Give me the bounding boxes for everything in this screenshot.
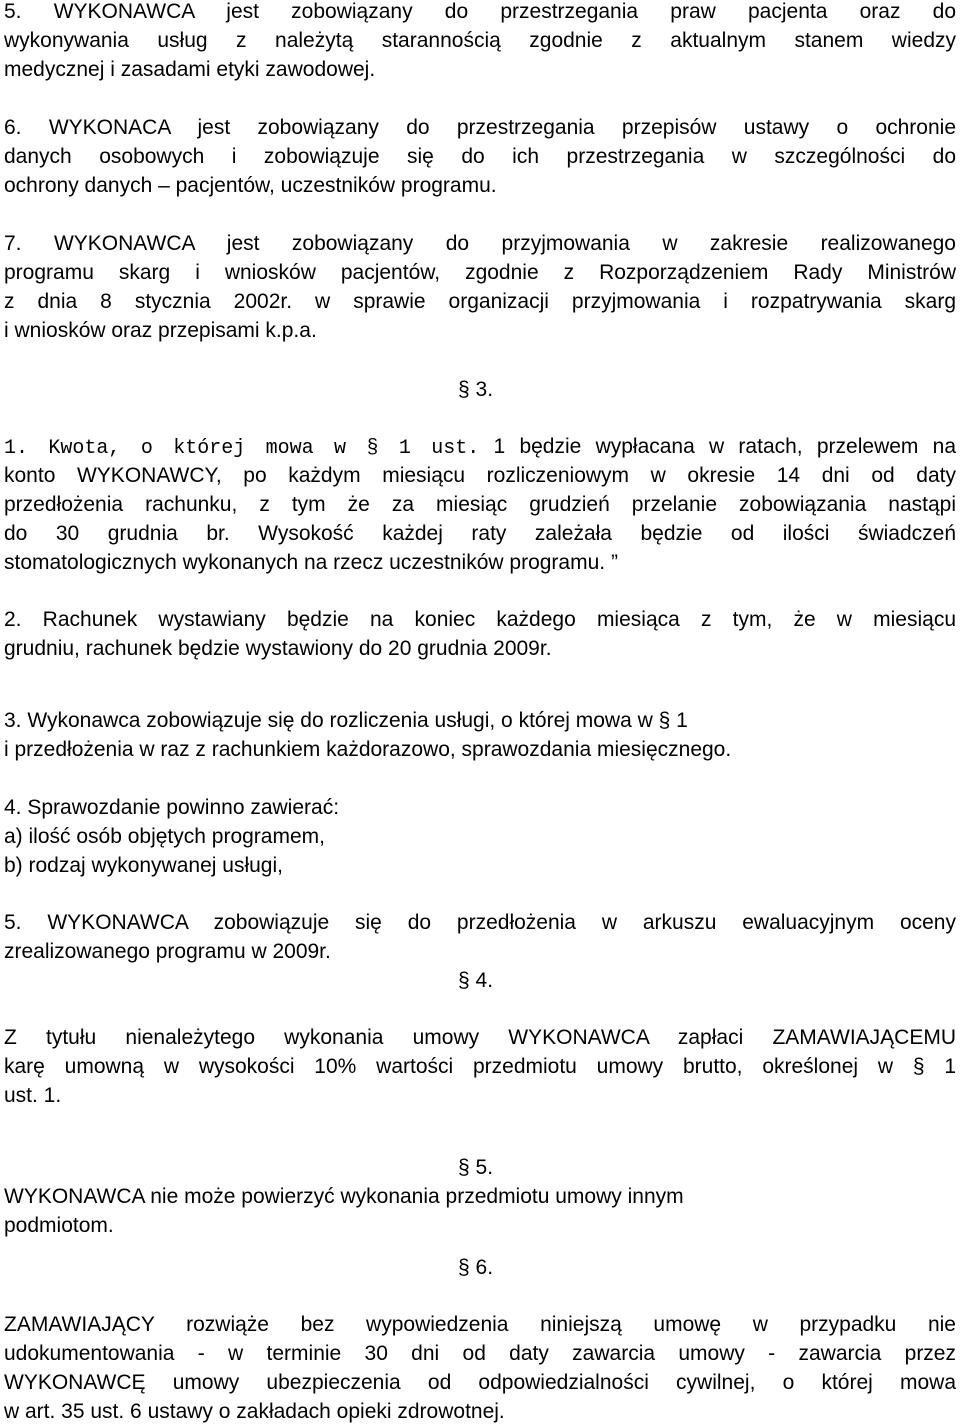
paragraph-6-line: 6. WYKONACA jest zobowiązany do przestrzegania przepisów ustawy o ochronie [4,116,956,139]
section-3-item-3-line: 3. Wykonawca zobowiązuje się do rozliczenia usługi, o której mowa w § 1 [4,709,688,732]
section-4-line: Z tytułu nienależytego wykonania umowy WYKONAWCA zapłaci ZAMAWIAJĄCEMU [4,1026,956,1049]
section-3-item-4-line: b) rodzaj wykonywanej usługi, [4,854,283,877]
paragraph-5-line: medycznej i zasadami etyki zawodowej. [4,58,376,81]
section-3-item-1-line: do 30 grudnia br. Wysokość każdej raty zależała będzie od ilości świadczeń [4,522,956,545]
paragraph-7-line: programu skarg i wniosków pacjentów, zgodnie z Rozporządzeniem Rady Ministrów [4,261,956,284]
paragraph-7-line: 7. WYKONAWCA jest zobowiązany do przyjmowania w zakresie realizowanego [4,232,956,255]
section-3-item-1-first-line [4,433,956,461]
section-3-item-3-line: i przedłożenia w raz z rachunkiem każdorazowo, sprawozdania miesięcznego. [4,738,732,761]
section-6-line: udokumentowania - w terminie 30 dni od daty zawarcia umowy - zawarcia przez [4,1342,956,1365]
section-3-heading: § 3. [458,378,494,401]
section-3-item-4-line: 4. Sprawozdanie powinno zawierać: [4,796,340,819]
section-3-item-1-line: konto WYKONAWCY, po każdym miesiącu rozliczeniowym w okresie 14 dni od daty [4,464,956,487]
section-3-item-5-line: zrealizowanego programu w 2009r. [4,940,331,963]
section-6-line: WYKONAWCĘ umowy ubezpieczenia od odpowiedzialności cywilnej, o której mowa [4,1371,956,1394]
section-6-heading: § 6. [458,1256,494,1279]
section-5-heading: § 5. [458,1156,494,1179]
section-3-item-1-line: stomatologicznych wykonanych na rzecz uczestników programu. ” [4,551,618,574]
section-3-item-4-line: a) ilość osób objętych programem, [4,825,325,848]
section-3-item-2-line: grudniu, rachunek będzie wystawiony do 20 grudnia 2009r. [4,637,552,660]
section-3-item-5-line: 5. WYKONAWCA zobowiązuje się do przedłożenia w arkuszu ewaluacyjnym oceny [4,911,956,934]
paragraph-5-line: 5. WYKONAWCA jest zobowiązany do przestrzegania praw pacjenta oraz do [4,0,956,23]
section-6-line: ZAMAWIAJĄCY rozwiąże bez wypowiedzenia niniejszą umowę w przypadku nie [4,1313,956,1336]
paragraph-7-line: i wniosków oraz przepisami k.p.a. [4,319,317,342]
section-3-item-1-line: przedłożenia rachunku, z tym że za miesiąc grudzień przelanie zobowiązania nastąpi [4,493,956,516]
paragraph-6-line: danych osobowych i zobowiązuje się do ich przestrzegania w szczególności do [4,145,956,168]
item-1-rest: 1 będzie wypłacana w ratach, przelewem na [479,435,956,458]
section-5-line: WYKONAWCA nie może powierzyć wykonania przedmiotu umowy innym [4,1185,684,1208]
section-6-line: w art. 35 ust. 6 ustawy o zakładach opieki zdrowotnej. [4,1400,505,1423]
section-4-line: karę umowną w wysokości 10% wartości przedmiotu umowy brutto, określonej w § 1 [4,1055,956,1078]
section-5-line: podmiotom. [4,1214,114,1237]
paragraph-5-line: wykonywania usług z należytą starannością zgodnie z aktualnym stanem wiedzy [4,29,956,52]
paragraph-6-line: ochrony danych – pacjentów, uczestników programu. [4,174,497,197]
section-4-line: ust. 1. [4,1084,62,1107]
item-1-prefix: 1. Kwota, o której mowa w § 1 ust. [4,437,480,460]
section-4-heading: § 4. [458,969,494,992]
paragraph-7-line: z dnia 8 stycznia 2002r. w sprawie organizacji przyjmowania i rozpatrywania skarg [4,290,956,313]
section-3-item-2-line: 2. Rachunek wystawiany będzie na koniec każdego miesiąca z tym, że w miesiącu [4,608,956,631]
